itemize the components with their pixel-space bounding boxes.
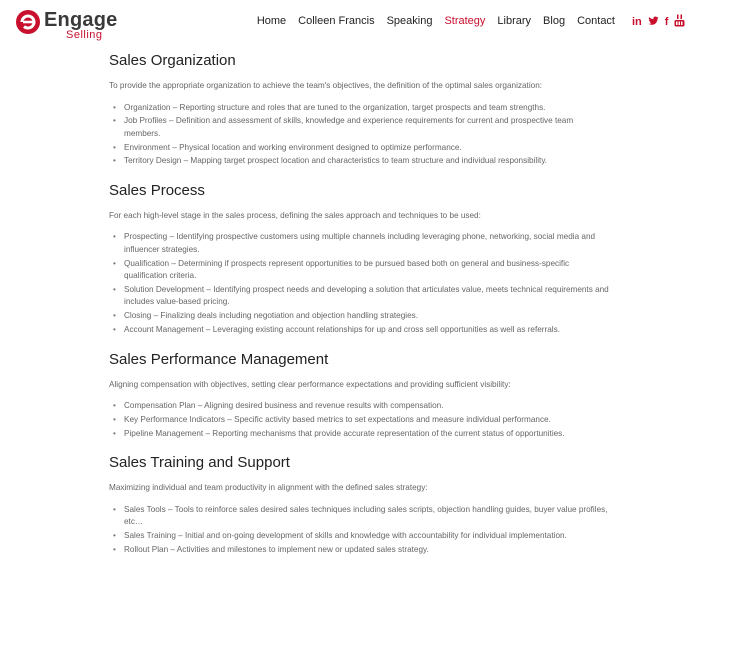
section-intro: Aligning compensation with objectives, setting clear performance expectations and providing sufficient visibility: [109, 379, 511, 389]
section-title: Sales Performance Management [109, 350, 329, 368]
list-item: • Closing – Finalizing deals including negotiation and objection handling strategies. [113, 310, 609, 323]
main-content [109, 52, 609, 570]
section-intro: To provide the appropriate organization to achieve the team's objectives, the definition of the optimal sales organization: [109, 81, 543, 90]
nav-colleen-francis[interactable]: Colleen Francis [298, 15, 375, 27]
list-item: • Compensation Plan – Aligning desired business and revenue results with compensation. [113, 400, 609, 413]
section-sales-training-and-support [109, 454, 609, 556]
list-item: • Sales Tools – Tools to reinforce sales desired sales techniques including sales scripts, objection handling guides, buyer value profiles, etc… [113, 504, 609, 529]
nav-speaking[interactable]: Speaking [386, 15, 433, 27]
list-item: • Rollout Plan – Activities and milestones to implement new or updated sales strategy. [113, 544, 609, 557]
section-title: Sales Organization [109, 52, 236, 69]
nav-contact[interactable]: Contact [577, 15, 615, 27]
section-list [113, 504, 609, 557]
section-intro: For each high-level stage in the sales process, defining the sales approach and techniques to be used: [109, 210, 481, 220]
list-item: • Environment – Physical location and working environment designed to optimize performance. [113, 142, 609, 155]
section-sales-performance-management [109, 351, 609, 441]
social-links [632, 14, 691, 30]
list-item: • Qualification – Determining if prospects represent opportunities to be pursued based both on general and business-specific qualification criteria. [113, 258, 609, 283]
section-sales-organization [109, 52, 609, 168]
list-item: • Sales Training – Initial and on-going development of skills and knowledge with accountability for individual implementation. [113, 530, 609, 543]
list-item: • Territory Design – Mapping target prospect location and characteristics to team structure and individual responsibility. [113, 155, 609, 168]
nav-blog[interactable]: Blog [543, 15, 566, 27]
section-list [113, 231, 609, 336]
list-item: • Key Performance Indicators – Specific activity based metrics to set expectations and measure individual performance. [113, 414, 609, 427]
list-item: • Organization – Reporting structure and roles that are tuned to the organization, target prospects and team strengths. [113, 102, 609, 115]
list-item: • Account Management – Leveraging existing account relationships for up and cross sell opportunities as well as referrals. [113, 324, 609, 337]
linkedin-icon[interactable]: in [632, 16, 642, 28]
site-header [0, 0, 730, 44]
list-item: • Prospecting – Identifying prospective customers using multiple channels including leveraging phone, networking, social media and influencer strategies. [113, 231, 609, 256]
youtube-icon[interactable] [674, 14, 685, 30]
section-intro: Maximizing individual and team productivity in alignment with the defined sales strategy: [109, 483, 428, 493]
nav-home[interactable]: Home [256, 15, 287, 27]
nav-strategy[interactable]: Strategy [444, 15, 486, 27]
logo-title: Engage [44, 9, 118, 31]
list-item: • Job Profiles – Definition and assessment of skills, knowledge and experience requirements for current and prospective team members. [113, 115, 609, 140]
nav-library[interactable]: Library [497, 15, 532, 27]
engage-selling-logo[interactable] [14, 6, 118, 41]
list-item: • Solution Development – Identifying prospect needs and developing a solution that articulates value, meets technical requirements and includes value-based pricing. [113, 284, 609, 309]
section-list [113, 400, 609, 440]
logo-e-icon [14, 8, 42, 36]
main-nav [245, 15, 615, 27]
twitter-icon[interactable] [648, 16, 659, 29]
logo-subtitle: Selling [66, 29, 103, 41]
section-title: Sales Training and Support [109, 454, 290, 472]
section-list [113, 102, 609, 168]
list-item: • Pipeline Management – Reporting mechanisms that provide accurate representation of the current status of opportunities. [113, 428, 609, 441]
facebook-icon[interactable]: f [664, 16, 669, 28]
section-title: Sales Process [109, 181, 205, 199]
section-sales-process [109, 182, 609, 337]
